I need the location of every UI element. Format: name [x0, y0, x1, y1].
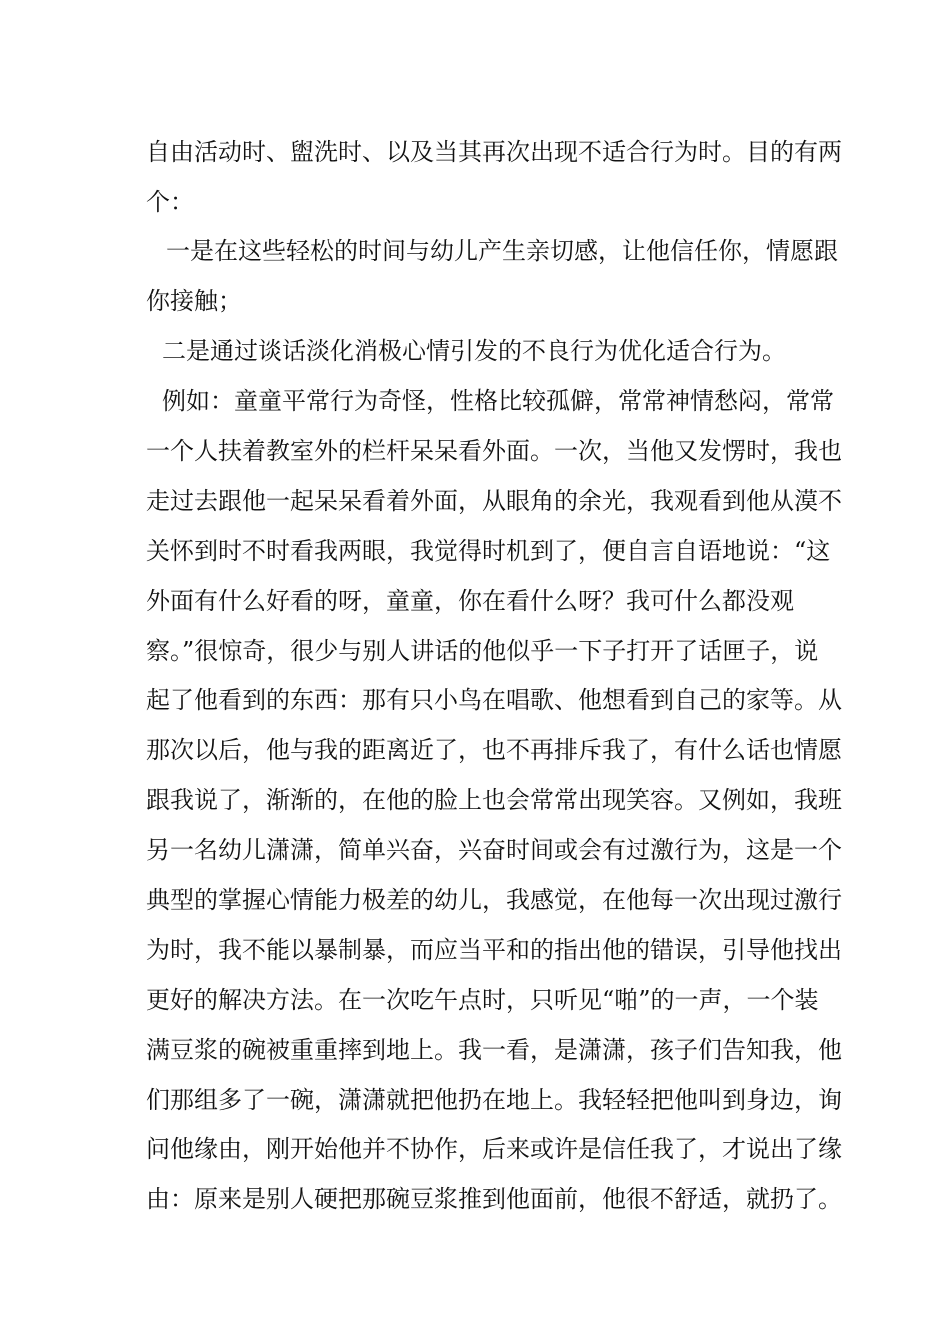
text-line: 一个人扶着教室外的栏杆呆呆看外面。一次，当他又发愣时，我也: [146, 437, 842, 465]
text-line: 另一名幼儿潇潇，简单兴奋，兴奋时间或会有过激行为，这是一个: [146, 836, 842, 864]
text-line: 个：: [146, 188, 194, 216]
text-line: 关怀到时不时看我两眼，我觉得时机到了，便自言自语地说：“这: [146, 537, 831, 565]
text-line: 典型的掌握心情能力极差的幼儿，我感觉，在他每一次出现过激行: [146, 886, 842, 914]
text-line: 为时，我不能以暴制暴，而应当平和的指出他的错误，引导他找出: [146, 936, 842, 964]
text-line: 问他缘由，刚开始他并不协作，后来或许是信任我了，才说出了缘: [146, 1135, 842, 1163]
text-line: 例如：童童平常行为奇怪，性格比较孤僻，常常神情愁闷，常常: [162, 387, 834, 415]
text-line: 二是通过谈话淡化消极心情引发的不良行为优化适合行为。: [162, 337, 786, 365]
text-line: 由：原来是别人硬把那碗豆浆推到他面前，他很不舒适，就扔了。: [146, 1185, 842, 1213]
text-line: 们那组多了一碗，潇潇就把他扔在地上。我轻轻把他叫到身边，询: [146, 1086, 842, 1114]
text-line: 更好的解决方法。在一次吃午点时，只听见“啪”的一声，一个装: [146, 986, 819, 1014]
text-line: 跟我说了，渐渐的，在他的脸上也会常常出现笑容。又例如，我班: [146, 786, 842, 814]
text-line: 外面有什么好看的呀，童童，你在看什么呀？我可什么都没观: [146, 587, 794, 615]
text-line: 一是在这些轻松的时间与幼儿产生亲切感，让他信任你，情愿跟: [166, 237, 838, 265]
text-line: 你接触；: [146, 287, 242, 315]
text-line: 满豆浆的碗被重重摔到地上。我一看，是潇潇，孩子们告知我，他: [146, 1036, 842, 1064]
text-line: 起了他看到的东西：那有只小鸟在唱歌、他想看到自己的家等。从: [146, 686, 842, 714]
text-line: 察。”很惊奇，很少与别人讲话的他似乎一下子打开了话匣子，说: [146, 637, 819, 665]
text-line: 那次以后，他与我的距离近了，也不再排斥我了，有什么话也情愿: [146, 736, 842, 764]
text-line: 走过去跟他一起呆呆看着外面，从眼角的余光，我观看到他从漠不: [146, 487, 842, 515]
text-line: 自由活动时、盥洗时、以及当其再次出现不适合行为时。目的有两: [146, 138, 842, 166]
